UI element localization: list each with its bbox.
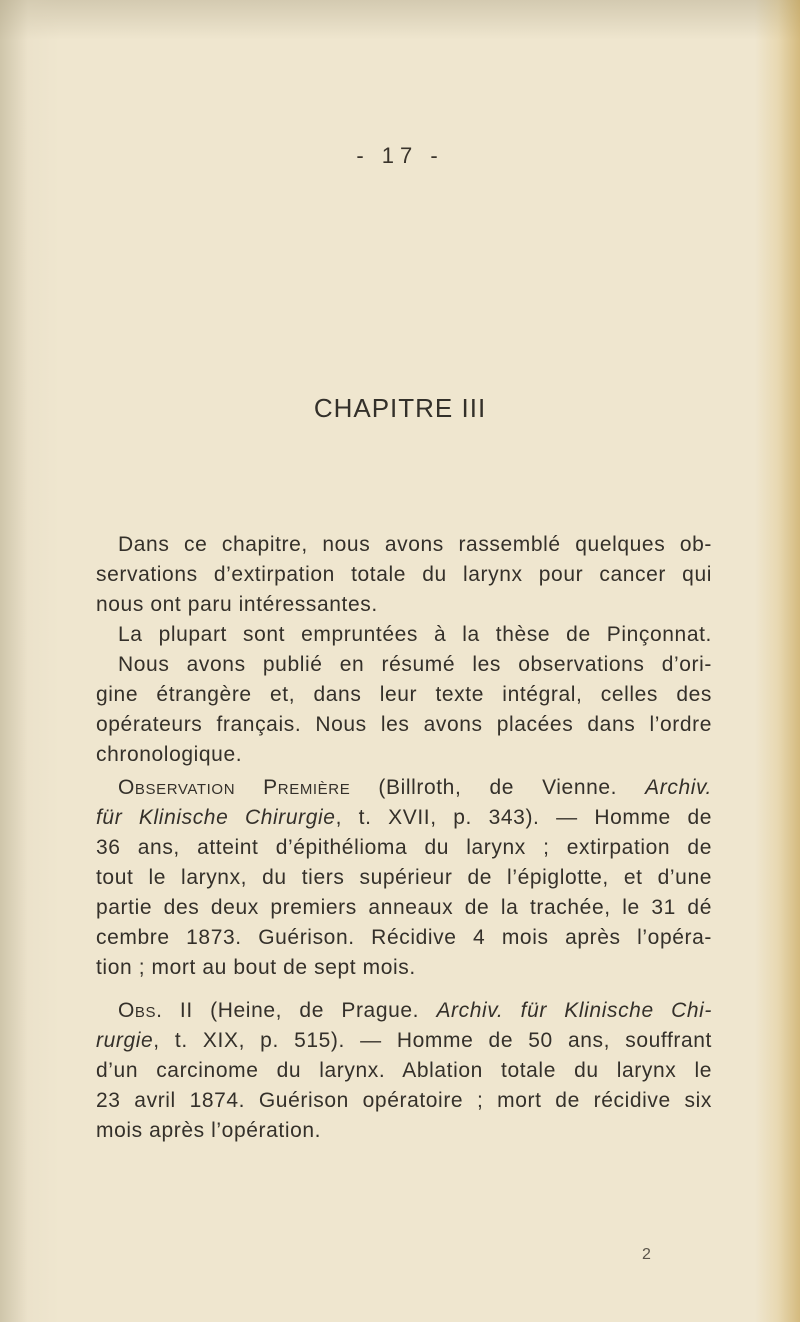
observation-2-journal-cont: rurgie — [96, 1029, 154, 1052]
observation-2-line: mois après l’opération. — [96, 1119, 322, 1142]
observation-1-line: 36 ans, atteint d’épithélioma du larynx ; extirpation de — [96, 836, 712, 859]
intro-line: gine étrangère et, dans leur texte intégral, celles des — [96, 683, 712, 706]
observation-1 — [96, 773, 712, 983]
observation-1-journal-cont: für Klinische Chirurgie — [96, 806, 336, 829]
observation-1-line — [96, 803, 712, 833]
intro-paragraph — [96, 530, 712, 770]
intro-line: Dans ce chapitre, nous avons rassemblé quelques ob- — [118, 533, 712, 556]
observation-1-source: (Billroth, de Vienne. — [350, 776, 646, 799]
intro-line: opérateurs français. Nous les avons placées dans l’ordre — [96, 713, 712, 736]
observation-1-reference: , t. XVII, p. 343). — Homme de — [335, 806, 713, 829]
intro-line: Nous avons publié en résumé les observations d’ori- — [118, 653, 712, 676]
intro-line: nous ont paru intéressantes. — [96, 593, 378, 616]
observation-2-journal: Archiv. für Klinische Chi- — [436, 999, 712, 1022]
observation-2-line — [96, 1026, 712, 1056]
intro-line: servations d’extirpation totale du larynx pour cancer qui — [96, 563, 712, 586]
observation-1-line: partie des deux premiers anneaux de la trachée, le 31 dé — [96, 896, 712, 919]
intro-line: chronologique. — [96, 743, 243, 766]
observation-2-heading-line — [96, 996, 712, 1026]
observation-2-line: d’un carcinome du larynx. Ablation totale du larynx le — [96, 1059, 712, 1082]
observation-2-line: 23 avril 1874. Guérison opératoire ; mort de récidive six — [96, 1089, 712, 1112]
observation-1-line: cembre 1873. Guérison. Récidive 4 mois après l’opéra- — [96, 926, 712, 949]
observation-1-heading-line — [96, 773, 712, 803]
observation-1-line: tout le larynx, du tiers supérieur de l’épiglotte, et d’une — [96, 866, 712, 889]
observation-1-line: tion ; mort au bout de sept mois. — [96, 956, 416, 979]
observation-2 — [96, 996, 712, 1146]
observation-2-label: Obs. II — [118, 999, 193, 1022]
observation-2-source: (Heine, de Prague. — [192, 999, 437, 1022]
signature-mark: 2 — [642, 1246, 651, 1263]
observation-1-label: Observation Première — [118, 776, 351, 799]
page-number: - 17 - — [356, 143, 444, 168]
intro-line: La plupart sont empruntées à la thèse de Pinçonnat. — [118, 623, 712, 646]
observation-1-journal: Archiv. — [645, 776, 712, 799]
chapter-title: CHAPITRE III — [313, 393, 487, 423]
observation-2-reference: , t. XIX, p. 515). — Homme de 50 ans, souffrant — [153, 1029, 712, 1052]
